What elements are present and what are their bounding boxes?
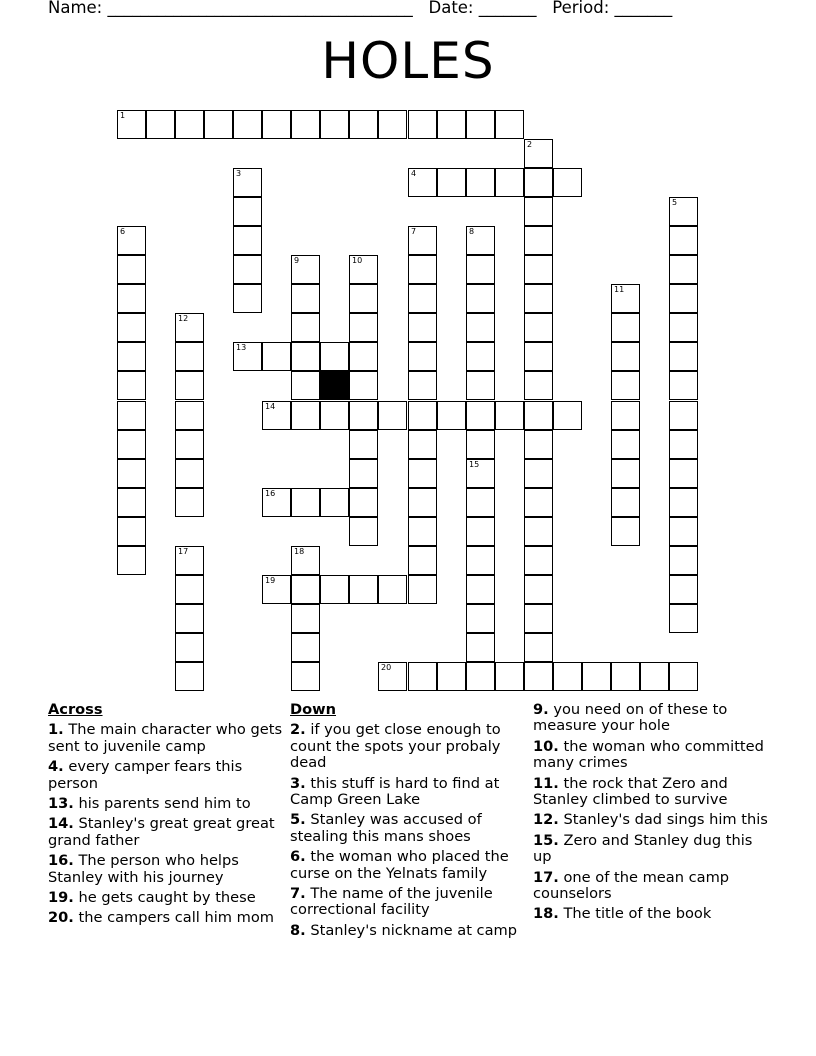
grid-cell[interactable] (408, 662, 437, 691)
grid-cell[interactable] (378, 575, 407, 604)
grid-cell[interactable] (175, 546, 204, 575)
grid-cell[interactable] (611, 284, 640, 313)
grid-cell[interactable] (524, 517, 553, 546)
grid-cell[interactable] (408, 284, 437, 313)
grid-cell[interactable] (117, 284, 146, 313)
grid-cell[interactable] (349, 342, 378, 371)
grid-cell[interactable] (669, 604, 698, 633)
grid-cell[interactable] (117, 546, 146, 575)
clue-number: 6. (290, 848, 306, 866)
clue-number: 1. (48, 721, 64, 739)
grid-cell[interactable] (291, 575, 320, 604)
grid-cell[interactable] (117, 371, 146, 400)
grid-cell[interactable] (233, 110, 262, 139)
clue-text: he gets caught by these (73, 889, 256, 907)
grid-cell[interactable] (117, 488, 146, 517)
grid-cell[interactable] (524, 226, 553, 255)
grid-cell[interactable] (611, 430, 640, 459)
grid-cell[interactable] (524, 575, 553, 604)
grid-cell[interactable] (175, 313, 204, 342)
grid-cell[interactable] (437, 662, 466, 691)
grid-cell[interactable] (466, 575, 495, 604)
grid-cell[interactable] (408, 430, 437, 459)
grid-cell[interactable] (408, 168, 437, 197)
clue-text: The person who helps Stanley with his journey (48, 852, 239, 886)
grid-cell[interactable] (408, 255, 437, 284)
grid-cell[interactable] (611, 662, 640, 691)
grid-cell[interactable] (408, 517, 437, 546)
grid-cell[interactable] (669, 342, 698, 371)
clue-text: Stanley was accused of stealing this mans shoes (290, 811, 482, 845)
grid-cell[interactable] (669, 401, 698, 430)
grid-cell[interactable] (466, 488, 495, 517)
grid-cell[interactable] (553, 168, 582, 197)
grid-cell[interactable] (233, 226, 262, 255)
clue (290, 812, 532, 845)
clue-number: 10. (533, 737, 559, 755)
grid-cell[interactable] (466, 517, 495, 546)
grid-cell[interactable] (262, 110, 291, 139)
grid-cell[interactable] (495, 662, 524, 691)
grid-cell[interactable] (349, 284, 378, 313)
clue-number: 15. (533, 831, 559, 849)
grid-cell[interactable] (524, 662, 553, 691)
grid-cell[interactable] (495, 168, 524, 197)
grid-cell[interactable] (611, 517, 640, 546)
clue (48, 816, 290, 849)
grid-cell[interactable] (262, 575, 291, 604)
grid-cell[interactable] (175, 633, 204, 662)
grid-cell[interactable] (466, 604, 495, 633)
clue-text: Stanley's nickname at camp (305, 921, 517, 939)
grid-cell[interactable] (291, 342, 320, 371)
grid-cell[interactable] (320, 401, 349, 430)
grid-cell[interactable] (524, 401, 553, 430)
grid-cell[interactable] (524, 371, 553, 400)
clue-text: this stuff is hard to find at Camp Green Lake (290, 774, 500, 809)
period-line[interactable]: _______ (614, 0, 673, 17)
black-square (320, 371, 349, 400)
grid-cell[interactable] (408, 110, 437, 139)
grid-cell[interactable] (669, 575, 698, 604)
cell-number: 8 (469, 227, 475, 236)
clue-number: 12. (533, 811, 559, 829)
grid-cell[interactable] (466, 401, 495, 430)
clue (533, 812, 775, 828)
clue-text: Stanley's great great great grand father (48, 815, 275, 849)
grid-cell[interactable] (669, 517, 698, 546)
grid-cell[interactable] (233, 255, 262, 284)
grid-cell[interactable] (117, 255, 146, 284)
grid-cell[interactable] (117, 517, 146, 546)
grid-cell[interactable] (640, 662, 669, 691)
clue-number: 11. (533, 774, 559, 792)
grid-cell[interactable] (466, 226, 495, 255)
grid-cell[interactable] (524, 488, 553, 517)
grid-cell[interactable] (495, 401, 524, 430)
grid-cell[interactable] (408, 371, 437, 400)
grid-cell[interactable] (669, 197, 698, 226)
clue (533, 833, 775, 866)
grid-cell[interactable] (466, 371, 495, 400)
grid-cell[interactable] (349, 488, 378, 517)
cell-number: 10 (352, 256, 363, 265)
grid-cell[interactable] (175, 342, 204, 371)
clue-number: 14. (48, 815, 74, 833)
cell-number: 7 (411, 227, 417, 236)
down-clue-list-continued (533, 702, 775, 923)
clue (48, 890, 290, 906)
grid-cell[interactable] (524, 197, 553, 226)
clue-text: The title of the book (558, 905, 712, 923)
clue-text: the rock that Zero and Stanley climbed to survive (533, 774, 728, 809)
grid-cell[interactable] (524, 313, 553, 342)
grid-cell[interactable] (320, 110, 349, 139)
cell-number: 4 (411, 169, 417, 178)
clue-text: Stanley's dad sings him this (558, 811, 768, 829)
grid-cell[interactable] (349, 371, 378, 400)
puzzle-title: HOLES (321, 32, 495, 90)
grid-cell[interactable] (146, 110, 175, 139)
grid-cell[interactable] (669, 459, 698, 488)
grid-cell[interactable] (175, 488, 204, 517)
grid-cell[interactable] (466, 459, 495, 488)
grid-cell[interactable] (233, 284, 262, 313)
across-heading: Across (48, 701, 103, 718)
grid-cell[interactable] (437, 401, 466, 430)
grid-cell[interactable] (175, 459, 204, 488)
grid-cell[interactable] (262, 401, 291, 430)
grid-cell[interactable] (669, 546, 698, 575)
grid-cell[interactable] (291, 110, 320, 139)
grid-cell[interactable] (524, 255, 553, 284)
cell-number: 13 (236, 343, 247, 352)
grid-cell[interactable] (175, 604, 204, 633)
clue-text: you need on of these to measure your hole (533, 701, 728, 735)
grid-cell[interactable] (175, 430, 204, 459)
cell-number: 2 (527, 140, 533, 149)
clue (533, 776, 775, 809)
cell-number: 14 (265, 402, 276, 411)
grid-cell[interactable] (466, 313, 495, 342)
clue (48, 796, 290, 812)
grid-cell[interactable] (669, 662, 698, 691)
cell-number: 12 (178, 314, 189, 323)
grid-cell[interactable] (349, 517, 378, 546)
cell-number: 16 (265, 489, 276, 498)
clue (290, 722, 532, 771)
grid-cell[interactable] (553, 662, 582, 691)
grid-cell[interactable] (553, 401, 582, 430)
clue-number: 20. (48, 909, 74, 927)
grid-cell[interactable] (524, 430, 553, 459)
clue (290, 776, 532, 809)
grid-cell[interactable] (408, 459, 437, 488)
grid-cell[interactable] (524, 168, 553, 197)
grid-cell[interactable] (524, 139, 553, 168)
grid-cell[interactable] (349, 401, 378, 430)
name-label: Name: (48, 0, 103, 17)
cell-number: 5 (672, 198, 678, 207)
grid-cell[interactable] (437, 110, 466, 139)
date-label: Date: (428, 0, 474, 17)
grid-cell[interactable] (466, 546, 495, 575)
clue-text: the woman who committed many crimes (533, 737, 764, 772)
clue-number: 4. (48, 758, 64, 776)
grid-cell[interactable] (669, 430, 698, 459)
clue-number: 8. (290, 921, 306, 939)
down-clue-list (290, 722, 532, 939)
grid-cell[interactable] (175, 575, 204, 604)
clue-number: 9. (533, 701, 549, 718)
grid-cell[interactable] (233, 197, 262, 226)
clue (48, 853, 290, 886)
clue (533, 870, 775, 903)
grid-cell[interactable] (524, 604, 553, 633)
grid-cell[interactable] (669, 255, 698, 284)
grid-cell[interactable] (175, 662, 204, 691)
clue-text: Zero and Stanley dug this up (533, 831, 753, 866)
grid-cell[interactable] (466, 662, 495, 691)
grid-cell[interactable] (466, 255, 495, 284)
grid-cell[interactable] (378, 662, 407, 691)
grid-cell[interactable] (175, 401, 204, 430)
grid-cell[interactable] (349, 430, 378, 459)
grid-cell[interactable] (466, 168, 495, 197)
clue (48, 722, 290, 755)
clue (48, 910, 290, 926)
clue (290, 923, 532, 939)
cell-number: 6 (120, 227, 126, 236)
grid-cell[interactable] (262, 488, 291, 517)
clue-text: The name of the juvenile correctional facility (290, 885, 493, 919)
cell-number: 1 (120, 111, 126, 120)
grid-cell[interactable] (524, 342, 553, 371)
grid-cell[interactable] (175, 371, 204, 400)
grid-cell[interactable] (611, 488, 640, 517)
grid-cell[interactable] (408, 546, 437, 575)
clue-text: every camper fears this person (48, 758, 243, 792)
name-line[interactable]: _____________________________________ (107, 0, 413, 17)
grid-cell[interactable] (408, 401, 437, 430)
grid-cell[interactable] (233, 342, 262, 371)
grid-cell[interactable] (669, 226, 698, 255)
grid-cell[interactable] (669, 284, 698, 313)
grid-cell[interactable] (117, 313, 146, 342)
grid-cell[interactable] (669, 371, 698, 400)
down-clues (290, 702, 532, 943)
grid-cell[interactable] (669, 313, 698, 342)
grid-cell[interactable] (117, 110, 146, 139)
cell-number: 18 (294, 547, 305, 556)
grid-cell[interactable] (524, 459, 553, 488)
grid-cell[interactable] (378, 110, 407, 139)
down-clues-continued (533, 702, 775, 927)
clue (533, 739, 775, 772)
grid-cell[interactable] (117, 430, 146, 459)
clue-number: 16. (48, 852, 74, 870)
grid-cell[interactable] (291, 488, 320, 517)
grid-cell[interactable] (117, 342, 146, 371)
grid-cell[interactable] (117, 401, 146, 430)
clue (290, 886, 532, 919)
grid-cell[interactable] (291, 284, 320, 313)
grid-cell[interactable] (291, 662, 320, 691)
grid-cell[interactable] (437, 168, 466, 197)
grid-cell[interactable] (611, 401, 640, 430)
grid-cell[interactable] (233, 168, 262, 197)
clue-number: 2. (290, 721, 306, 739)
across-clues (48, 702, 290, 931)
grid-cell[interactable] (291, 546, 320, 575)
grid-cell[interactable] (291, 371, 320, 400)
cell-number: 9 (294, 256, 300, 265)
grid-cell[interactable] (408, 226, 437, 255)
clue-number: 17. (533, 868, 559, 886)
cell-number: 17 (178, 547, 189, 556)
clue (48, 759, 290, 792)
grid-cell[interactable] (466, 430, 495, 459)
cell-number: 15 (469, 460, 480, 469)
grid-cell[interactable] (669, 488, 698, 517)
grid-cell[interactable] (349, 313, 378, 342)
cell-number: 11 (614, 285, 625, 294)
grid-cell[interactable] (524, 284, 553, 313)
grid-cell[interactable] (466, 110, 495, 139)
clue-text: The main character who gets sent to juvenile camp (48, 721, 283, 755)
period-label: Period: (552, 0, 610, 17)
clue-text: the campers call him mom (73, 909, 274, 927)
clue (290, 849, 532, 882)
grid-cell[interactable] (291, 633, 320, 662)
clue-number: 3. (290, 774, 306, 792)
clue-text: his parents send him to (73, 795, 251, 813)
grid-cell[interactable] (378, 401, 407, 430)
grid-cell[interactable] (175, 110, 204, 139)
down-heading: Down (290, 701, 337, 718)
clue-text: the woman who placed the curse on the Yelnats family (290, 848, 509, 882)
grid-cell[interactable] (320, 488, 349, 517)
clue (533, 702, 775, 735)
grid-cell[interactable] (408, 342, 437, 371)
clue-number: 19. (48, 889, 74, 907)
clue-number: 13. (48, 795, 74, 813)
across-clue-list (48, 722, 290, 926)
clue-number: 5. (290, 811, 306, 829)
clue-text: one of the mean camp counselors (533, 868, 730, 903)
cell-number: 3 (236, 169, 242, 178)
grid-cell[interactable] (117, 226, 146, 255)
grid-cell[interactable] (408, 313, 437, 342)
grid-cell[interactable] (320, 342, 349, 371)
grid-cell[interactable] (611, 459, 640, 488)
grid-cell[interactable] (262, 342, 291, 371)
grid-cell[interactable] (291, 313, 320, 342)
grid-cell[interactable] (611, 371, 640, 400)
cell-number: 20 (381, 663, 392, 672)
grid-cell[interactable] (408, 575, 437, 604)
grid-cell[interactable] (466, 342, 495, 371)
grid-cell[interactable] (495, 110, 524, 139)
grid-cell[interactable] (349, 110, 378, 139)
cell-number: 19 (265, 576, 276, 585)
grid-cell[interactable] (291, 401, 320, 430)
grid-cell[interactable] (349, 459, 378, 488)
clue (533, 906, 775, 922)
grid-cell[interactable] (117, 459, 146, 488)
grid-cell[interactable] (466, 633, 495, 662)
grid-cell[interactable] (524, 633, 553, 662)
grid-cell[interactable] (320, 575, 349, 604)
grid-cell[interactable] (611, 313, 640, 342)
grid-cell[interactable] (524, 546, 553, 575)
clue-text: if you get close enough to count the spots your probaly dead (290, 721, 501, 772)
date-line[interactable]: _______ (478, 0, 537, 17)
grid-cell[interactable] (349, 575, 378, 604)
grid-cell[interactable] (349, 255, 378, 284)
grid-cell[interactable] (582, 662, 611, 691)
grid-cell[interactable] (466, 284, 495, 313)
clue-number: 7. (290, 885, 306, 903)
clue-number: 18. (533, 905, 559, 923)
grid-cell[interactable] (291, 255, 320, 284)
grid-cell[interactable] (204, 110, 233, 139)
grid-cell[interactable] (291, 604, 320, 633)
grid-cell[interactable] (408, 488, 437, 517)
grid-cell[interactable] (611, 342, 640, 371)
